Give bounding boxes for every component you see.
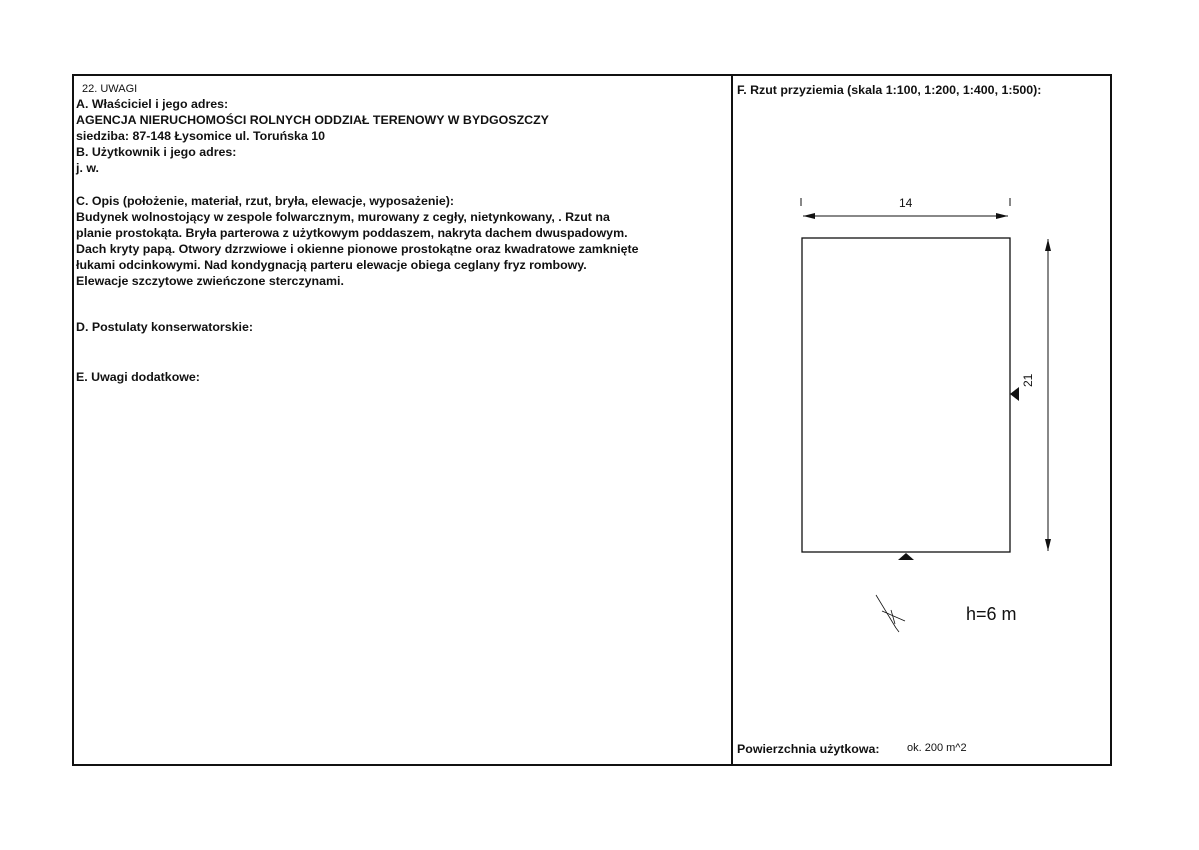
length-arrow-top	[1045, 239, 1051, 251]
building-outline	[802, 238, 1010, 552]
ground-floor-plan	[733, 76, 1112, 766]
usable-area-value: ok. 200 m^2	[907, 742, 967, 754]
description-line: Elewacje szczytowe zwieńczone sterczynami.	[76, 274, 344, 288]
description-line: Budynek wolnostojący w zespole folwarcznym, murowany z cegły, nietynkowany, . Rzut na	[76, 210, 610, 224]
owner-address: siedziba: 87-148 Łysomice ul. Toruńska 10	[76, 129, 326, 143]
form-sheet	[72, 74, 1112, 766]
remarks-panel	[74, 76, 733, 764]
usable-area-label: Powierzchnia użytkowa:	[737, 742, 880, 756]
north-arrow-tip	[896, 628, 899, 632]
description-line: planie prostokąta. Bryła parterowa z użytkowym poddaszem, nakryta dachem dwuspadowym.	[76, 226, 628, 240]
owner-name: AGENCJA NIERUCHOMOŚCI ROLNYCH ODDZIAŁ TERENOWY W BYDGOSZCZY	[76, 113, 549, 127]
description-line: łukami odcinkowymi. Nad kondygnacją parteru elewacje obiega ceglany fryz rombowy.	[76, 258, 587, 272]
description-line: Dach kryty papą. Otwory dzrzwiowe i okienne pionowe prostokątne oraz kwadratowe zamknięte	[76, 242, 639, 256]
length-arrow-bottom	[1045, 539, 1051, 551]
user-value: j. w.	[76, 161, 99, 175]
plan-length-label: 21	[1021, 373, 1035, 387]
plan-width-label: 14	[899, 196, 913, 210]
user-heading: B. Użytkownik i jego adres:	[76, 145, 237, 159]
width-arrow-left	[803, 213, 815, 219]
side-entrance-marker	[1010, 387, 1019, 401]
section-number: 22. UWAGI	[82, 83, 138, 95]
additional-heading: E. Uwagi dodatkowe:	[76, 370, 200, 384]
north-arrow-tick	[891, 610, 895, 624]
plan-heading: F. Rzut przyziemia (skala 1:100, 1:200, 1:400, 1:500):	[737, 83, 1042, 97]
front-entrance-marker	[898, 553, 914, 560]
north-arrow-line	[876, 595, 896, 628]
plan-panel	[733, 76, 1110, 764]
conservation-heading: D. Postulaty konserwatorskie:	[76, 320, 253, 334]
description-heading: C. Opis (położenie, materiał, rzut, bryła, elewacje, wyposażenie):	[76, 194, 455, 208]
owner-heading: A. Właściciel i jego adres:	[76, 97, 229, 111]
width-arrow-right	[996, 213, 1008, 219]
building-height-label: h=6 m	[966, 604, 1017, 624]
